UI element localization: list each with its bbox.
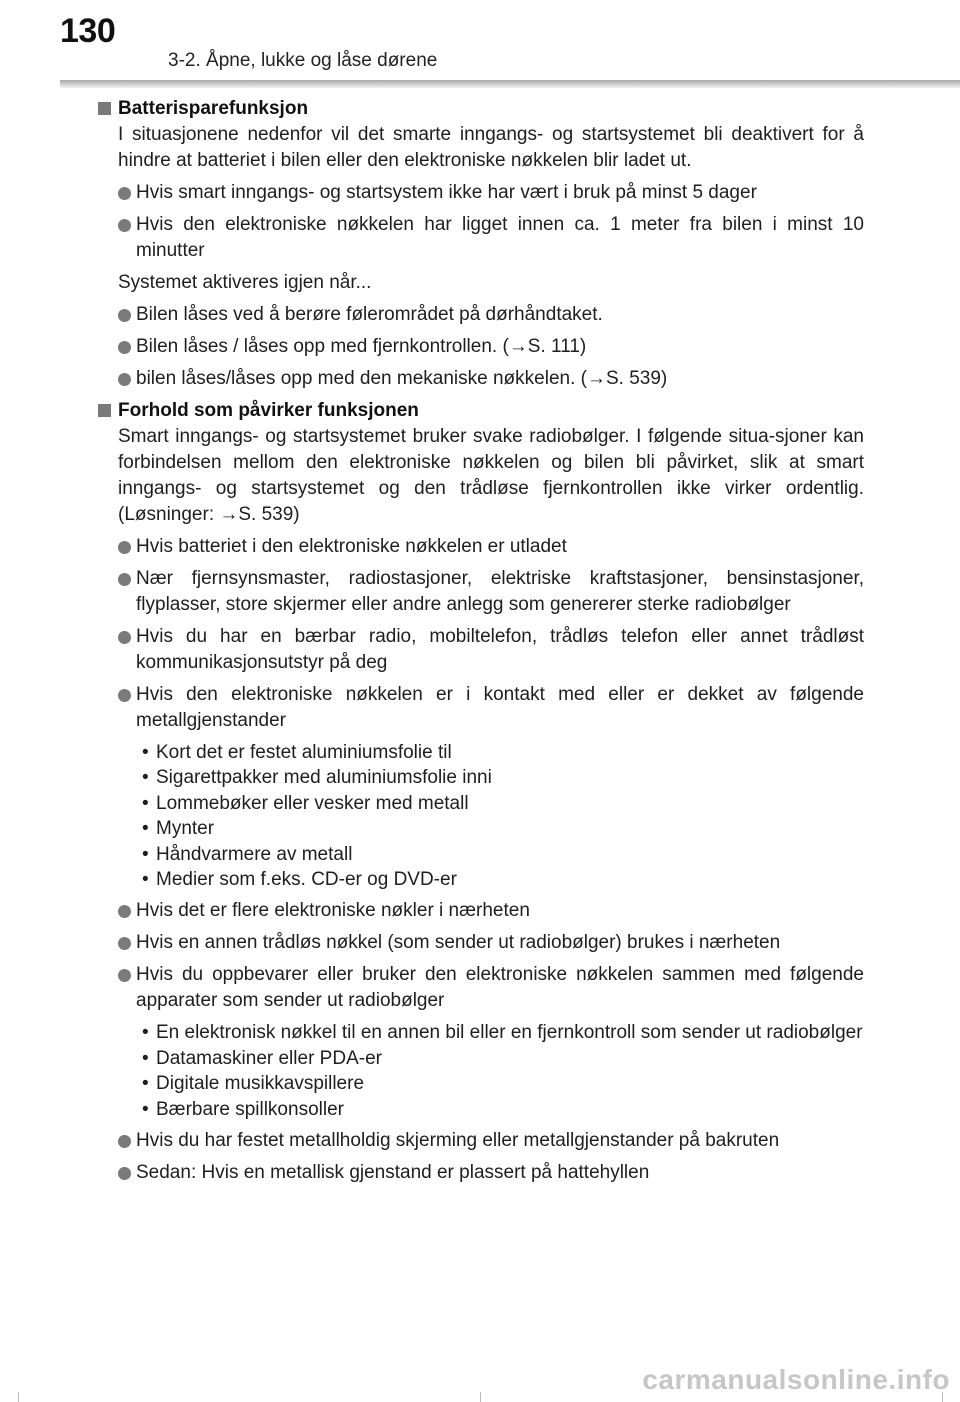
square-bullet-icon	[98, 102, 111, 115]
header-divider	[60, 80, 960, 88]
list-item: Hvis den elektroniske nøkkelen er i kontakt med eller er dekket av følgende metallgjenstander	[98, 682, 864, 734]
circle-bullet-icon	[118, 1167, 131, 1180]
list-item: Hvis batteriet i den elektroniske nøkkelen er utladet	[98, 534, 864, 560]
list-item: Hvis en annen trådløs nøkkel (som sender ut radiobølger) brukes i nærheten	[98, 930, 864, 956]
list-item: Hvis du har en bærbar radio, mobiltelefon, trådløs telefon eller annet trådløst kommunikasjonsutstyr på deg	[98, 624, 864, 676]
list-item: Hvis du har festet metallholdig skjerming eller metallgjenstander på bakruten	[98, 1128, 864, 1154]
sub-list-item: • Datamaskiner eller PDA-er	[136, 1046, 864, 1071]
small-dot-icon: •	[142, 742, 149, 763]
list-item: bilen låses/låses opp med den mekaniske nøkkelen. (→S. 539)	[98, 366, 864, 392]
sub-list-item: • Medier som f.eks. CD-er og DVD-er	[136, 867, 864, 892]
sub-list-item: • Bærbare spillkonsoller	[136, 1097, 864, 1122]
metal-items-list	[98, 740, 864, 892]
sub-list-item: • Sigarettpakker med aluminiumsfolie inni	[136, 765, 864, 790]
list-item: Sedan: Hvis en metallisk gjenstand er plassert på hattehyllen	[98, 1160, 864, 1186]
section-heading-conditions: Forhold som påvirker funksjonen	[98, 398, 864, 424]
circle-bullet-icon	[118, 969, 131, 982]
small-dot-icon: •	[142, 843, 149, 865]
list-item: Hvis det er flere elektroniske nøkler i nærheten	[98, 898, 864, 924]
small-dot-icon: •	[142, 767, 149, 789]
device-items-list	[98, 1020, 864, 1122]
watermark: carmanualsonline.info	[642, 1364, 950, 1395]
page-number: 130	[60, 12, 116, 50]
list-item: Bilen låses / låses opp med fjernkontrollen. (→S. 111)	[98, 334, 864, 360]
sub-list-item: • Digitale musikkavspillere	[136, 1071, 864, 1096]
square-bullet-icon	[98, 404, 111, 417]
crop-mark	[18, 1392, 19, 1402]
list-item: Hvis du oppbevarer eller bruker den elektroniske nøkkelen sammen med følgende apparater som sender ut radiobølger	[98, 962, 864, 1014]
section-intro: I situasjonene nedenfor vil det smarte inngangs- og startsystemet bli deaktivert for å hindre at batteriet i bilen eller den elektroniske nøkkelen blir ladet ut.	[118, 124, 864, 171]
section-heading-battery-saving: Batterisparefunksjon	[98, 96, 864, 122]
section-intro: Smart inngangs- og startsystemet bruker svake radiobølger. I følgende situa-sjoner kan forbindelsen mellom den elektroniske nøkkelen og bilen bli påvirket, slik at smart inngangs- og startsystemet og den trådløse fjernkontrollen ikke virker ordentlig. (Løsninger: →S. 539)	[118, 426, 864, 525]
small-dot-icon: •	[142, 1047, 149, 1069]
small-dot-icon: •	[142, 792, 149, 814]
circle-bullet-icon	[118, 573, 131, 586]
list-item: Nær fjernsynsmaster, radiostasjoner, elektriske kraftstasjoner, bensinstasjoner, flyplasser, store skjermer eller andre anlegg som genererer sterke radiobølger	[98, 566, 864, 618]
sub-list-item: • Lommebøker eller vesker med metall	[136, 791, 864, 816]
crop-mark	[480, 1392, 481, 1402]
circle-bullet-icon	[118, 219, 131, 232]
reactivation-text: Systemet aktiveres igjen når...	[118, 272, 372, 293]
sub-list-item: • Kort det er festet aluminiumsfolie til	[136, 740, 864, 765]
small-dot-icon: •	[142, 1098, 149, 1120]
circle-bullet-icon	[118, 309, 131, 322]
circle-bullet-icon	[118, 905, 131, 918]
page-header	[0, 0, 960, 90]
small-dot-icon: •	[142, 1022, 149, 1044]
circle-bullet-icon	[118, 937, 131, 950]
list-item: Bilen låses ved å berøre følerområdet på dørhåndtaket.	[98, 302, 864, 328]
sub-list-item: • En elektronisk nøkkel til en annen bil eller en fjernkontroll som sender ut radiobølger	[136, 1020, 864, 1045]
list-item: Hvis smart inngangs- og startsystem ikke har vært i bruk på minst 5 dager	[98, 180, 864, 206]
circle-bullet-icon	[118, 187, 131, 200]
small-dot-icon: •	[142, 1073, 149, 1095]
chapter-title: 3-2. Åpne, lukke og låse dørene	[168, 50, 438, 71]
circle-bullet-icon	[118, 373, 131, 386]
small-dot-icon: •	[142, 869, 149, 891]
circle-bullet-icon	[118, 541, 131, 554]
page-content	[98, 96, 864, 1186]
circle-bullet-icon	[118, 341, 131, 354]
small-dot-icon: •	[142, 818, 149, 840]
circle-bullet-icon	[118, 631, 131, 644]
list-item: Hvis den elektroniske nøkkelen har ligget innen ca. 1 meter fra bilen i minst 10 minutter	[98, 212, 864, 264]
circle-bullet-icon	[118, 689, 131, 702]
sub-list-item: • Mynter	[136, 816, 864, 841]
circle-bullet-icon	[118, 1135, 131, 1148]
sub-list-item: • Håndvarmere av metall	[136, 842, 864, 867]
